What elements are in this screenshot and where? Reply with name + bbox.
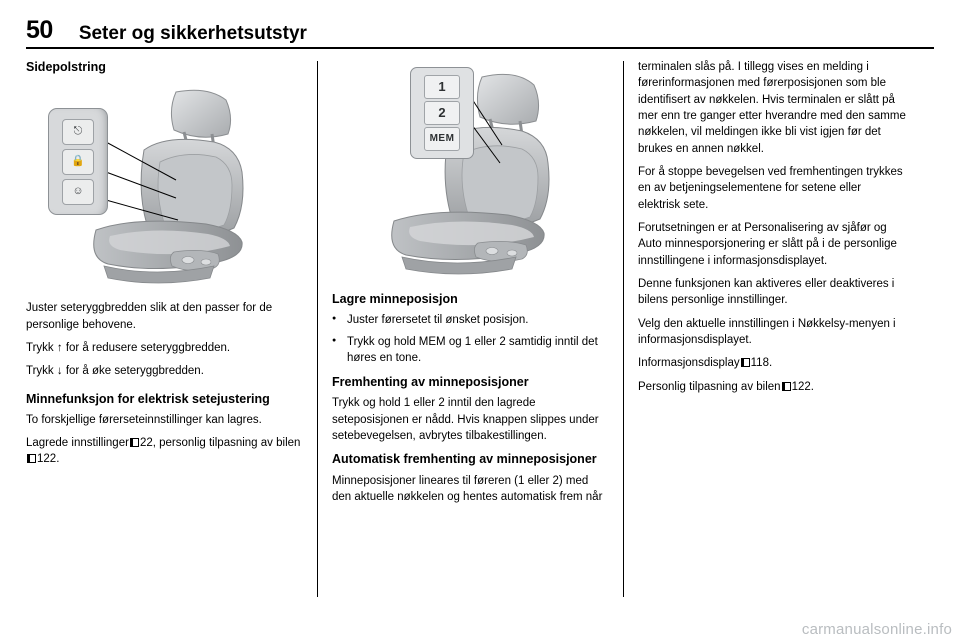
key-fob <box>48 108 108 215</box>
list-item: ● Trykk og hold MEM og 1 eller 2 samtidig inntil det høres en tone. <box>332 334 609 367</box>
book-reference-icon <box>130 438 139 447</box>
heading-side-bolster: Sidepolstring <box>26 60 106 74</box>
unlock-icon: ⎋ <box>62 119 94 145</box>
page-columns <box>26 59 934 624</box>
column-3 <box>624 59 906 624</box>
paragraph-select-setting: Velg den aktuelle innstillingen i Nøkkelsy-menyen i informasjonsdisplayet. <box>638 317 896 346</box>
paragraph-reduce-width: Trykk ↑ for å redusere seteryggbredden. <box>26 341 231 354</box>
paragraph-recall: Trykk og hold 1 eller 2 inntil den lagrede seteposisjonen er nådd. Hvis knappen slippes under setebevegelsen, avbrytes tilbakestillingen. <box>332 397 599 443</box>
paragraph-auto-recall: Minneposisjoner lineares til føreren (1 eller 2) med den aktuelle nøkkelen og hentes automatisk frem når <box>332 474 603 504</box>
person-icon: ☺ <box>62 179 94 205</box>
personalisation-end: . <box>810 380 814 393</box>
list-item: ● Juster førersetet til ønsket posisjon. <box>332 312 609 328</box>
reference-info-display <box>638 355 906 371</box>
paragraph-terminal-message: terminalen slås på. I tillegg vises en melding i førerinformasjonen med førerposisjonen som ble identifisert av nøkkelen. Hvis terminalen er slått på mer enn tre ganger etter hverandre med den samme nøkkelen, vil meldingen ikke bli vist igjen før det brukes en annen nøkkel. <box>638 61 906 155</box>
paragraph-activation: Denne funksjonen kan aktiveres eller deaktiveres i bilens personlige innstillinger. <box>638 277 895 307</box>
stored-settings-mid: , personlig tilpasning av bilen <box>152 437 301 450</box>
seat-with-key-fob-illustration <box>26 80 281 290</box>
heading-auto-recall: Automatisk fremhenting av minneposisjoner <box>332 452 597 467</box>
memory-button-1: 1 <box>424 75 460 99</box>
column-1 <box>26 59 317 624</box>
heading-recall-memory-position: Fremhenting av minneposisjoner <box>332 375 529 390</box>
page-number: 50 <box>26 16 53 44</box>
chapter-title: Seter og sikkerhetsutstyr <box>78 23 307 44</box>
heading-memory-function: Minnefunksjon for elektrisk setejustering <box>26 391 270 406</box>
paragraph-stop-movement: For å stoppe bevegelsen ved fremhentingen trykkes en av betjeningselementene for setene eller elektrisk sete. <box>638 165 903 211</box>
paragraph-increase-width: Trykk ↓ for å øke seteryggbredden. <box>26 365 204 378</box>
memory-button-mem: MEM <box>424 127 460 151</box>
paragraph-two-settings: To forskjellige førerseteinnstillinger kan lagres. <box>26 413 262 426</box>
stored-settings-label: Lagrede innstillinger <box>26 437 129 450</box>
book-reference-icon <box>27 454 36 463</box>
page-header <box>26 18 934 49</box>
stored-settings-end: . <box>56 453 60 466</box>
paragraph-prerequisite: Forutsetningen er at Personalisering av sjåfør og Auto minnesporsjonering er slått på i de personlige innstillingene i informasjonsdisplayet. <box>638 221 897 267</box>
info-display-label: Informasjonsdisplay <box>638 357 740 370</box>
stored-settings-ref: 22 <box>139 437 153 450</box>
personalisation-ref: 122 <box>791 380 811 393</box>
memory-switch-module <box>410 67 474 159</box>
stored-settings-ref2: 122 <box>37 453 57 466</box>
paragraph-stored-settings <box>26 435 303 468</box>
book-reference-icon <box>741 358 750 367</box>
memory-button-2: 2 <box>424 101 460 125</box>
store-memory-steps <box>332 312 609 366</box>
heading-store-memory-position: Lagre minneposisjon <box>332 292 458 306</box>
column-2 <box>318 59 623 624</box>
paragraph-adjust-width: Juster seteryggbredden slik at den passer for de personlige behovene. <box>26 302 273 331</box>
book-reference-icon <box>782 382 791 391</box>
watermark: carmanualsonline.info <box>801 621 952 638</box>
seat-with-memory-switch-illustration <box>332 59 584 281</box>
reference-personalisation <box>638 379 906 395</box>
info-display-end: . <box>768 357 773 370</box>
personalisation-label: Personlig tilpasning av bilen <box>638 380 781 393</box>
lock-icon: 🔒 <box>62 149 94 175</box>
info-display-ref: 118 <box>750 357 769 370</box>
